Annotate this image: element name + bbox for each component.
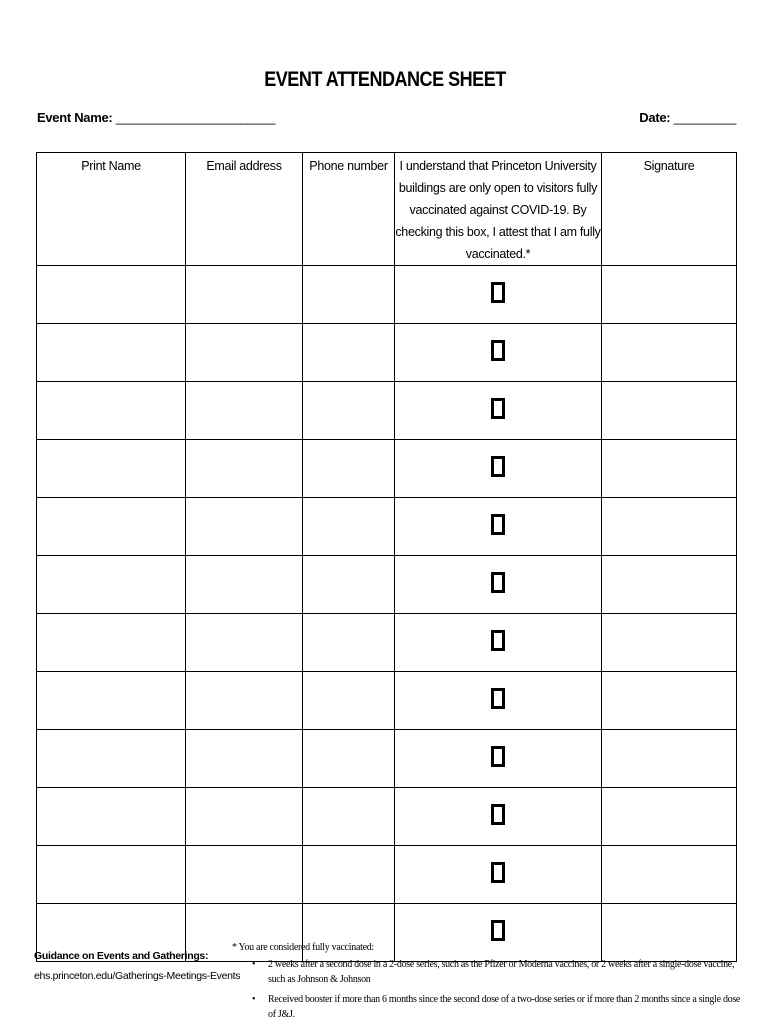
attestation-checkbox[interactable] xyxy=(491,398,505,419)
email-cell[interactable] xyxy=(186,382,303,440)
col-header-email: Email address xyxy=(186,153,303,266)
signature-cell[interactable] xyxy=(602,266,737,324)
email-cell[interactable] xyxy=(186,556,303,614)
vaccination-footnote xyxy=(232,940,742,1027)
table-row xyxy=(37,266,737,324)
footnote-item-text: 2 weeks after a second dose in a 2-dose series, such as the Pfizer or Moderna vaccines, or 2 weeks after a single-dose vaccine, such as Johnson & Johnson xyxy=(268,959,735,985)
phone-cell[interactable] xyxy=(303,730,395,788)
date-label: Date: xyxy=(639,110,671,125)
guidance-link[interactable]: ehs.princeton.edu/Gatherings-Meetings-Events xyxy=(34,970,241,982)
attestation-cell[interactable] xyxy=(395,614,602,672)
email-cell[interactable] xyxy=(186,266,303,324)
header-row xyxy=(37,153,737,266)
email-cell[interactable] xyxy=(186,730,303,788)
col-header-print-name: Print Name xyxy=(37,153,186,266)
email-cell[interactable] xyxy=(186,672,303,730)
attestation-cell[interactable] xyxy=(395,498,602,556)
email-cell[interactable] xyxy=(186,324,303,382)
email-cell[interactable] xyxy=(186,440,303,498)
attestation-cell[interactable] xyxy=(395,672,602,730)
attestation-cell[interactable] xyxy=(395,788,602,846)
print-name-cell[interactable] xyxy=(37,672,186,730)
phone-cell[interactable] xyxy=(303,324,395,382)
email-cell[interactable] xyxy=(186,788,303,846)
attestation-cell[interactable] xyxy=(395,266,602,324)
attestation-checkbox[interactable] xyxy=(491,920,505,941)
email-cell[interactable] xyxy=(186,846,303,904)
document-title: EVENT ATTENDANCE SHEET xyxy=(264,68,506,91)
print-name-cell[interactable] xyxy=(37,556,186,614)
footnote-item: • Received booster if more than 6 months since the second dose of a two-dose series or if more than 2 months since a single dose of J&J. xyxy=(252,994,741,1020)
print-name-cell[interactable] xyxy=(37,730,186,788)
signature-cell[interactable] xyxy=(602,440,737,498)
attendance-table xyxy=(36,152,737,962)
attestation-cell[interactable] xyxy=(395,324,602,382)
footnote-item: • 2 weeks after a second dose in a 2-dose series, such as the Pfizer or Moderna vaccines, or 2 weeks after a single-dose vaccine, such as Johnson & Johnson xyxy=(252,959,735,985)
signature-cell[interactable] xyxy=(602,730,737,788)
signature-cell[interactable] xyxy=(602,498,737,556)
attestation-cell[interactable] xyxy=(395,730,602,788)
attestation-checkbox[interactable] xyxy=(491,862,505,883)
phone-cell[interactable] xyxy=(303,788,395,846)
col-header-signature: Signature xyxy=(602,153,737,266)
col-header-vaccination-attestation: I understand that Princeton University buildings are only open to visitors fully vaccinated against COVID-19. By checking this box, I attest that I am fully vaccinated.* xyxy=(395,153,602,266)
table-row xyxy=(37,556,737,614)
table-row xyxy=(37,672,737,730)
phone-cell[interactable] xyxy=(303,614,395,672)
attestation-checkbox[interactable] xyxy=(491,746,505,767)
signature-cell[interactable] xyxy=(602,846,737,904)
attestation-cell[interactable] xyxy=(395,846,602,904)
print-name-cell[interactable] xyxy=(37,846,186,904)
print-name-cell[interactable] xyxy=(37,440,186,498)
guidance-heading: Guidance on Events and Gatherings: xyxy=(34,950,209,962)
attestation-checkbox[interactable] xyxy=(491,340,505,361)
signature-cell[interactable] xyxy=(602,382,737,440)
guidance-block xyxy=(34,946,240,986)
table-row xyxy=(37,846,737,904)
table-row xyxy=(37,382,737,440)
table-row xyxy=(37,788,737,846)
date-blank[interactable]: _________ xyxy=(673,110,736,125)
attestation-checkbox[interactable] xyxy=(491,456,505,477)
attestation-cell[interactable] xyxy=(395,440,602,498)
signature-cell[interactable] xyxy=(602,672,737,730)
event-name-label: Event Name: xyxy=(37,110,113,125)
print-name-cell[interactable] xyxy=(37,266,186,324)
signature-cell[interactable] xyxy=(602,556,737,614)
phone-cell[interactable] xyxy=(303,266,395,324)
event-name-field xyxy=(37,110,275,125)
email-cell[interactable] xyxy=(186,614,303,672)
print-name-cell[interactable] xyxy=(37,614,186,672)
table-row xyxy=(37,730,737,788)
attestation-cell[interactable] xyxy=(395,556,602,614)
email-cell[interactable] xyxy=(186,498,303,556)
phone-cell[interactable] xyxy=(303,846,395,904)
table-row xyxy=(37,614,737,672)
signature-cell[interactable] xyxy=(602,614,737,672)
phone-cell[interactable] xyxy=(303,382,395,440)
print-name-cell[interactable] xyxy=(37,382,186,440)
col-header-phone: Phone number xyxy=(303,153,395,266)
footnote-list xyxy=(232,957,742,1022)
print-name-cell[interactable] xyxy=(37,324,186,382)
phone-cell[interactable] xyxy=(303,672,395,730)
footnote-intro: * You are considered fully vaccinated: xyxy=(232,942,374,953)
attestation-checkbox[interactable] xyxy=(491,688,505,709)
table-row xyxy=(37,440,737,498)
attestation-cell[interactable] xyxy=(395,382,602,440)
attestation-checkbox[interactable] xyxy=(491,630,505,651)
attestation-checkbox[interactable] xyxy=(491,572,505,593)
footnote-item-text: Received booster if more than 6 months since the second dose of a two-dose series or if more than 2 months since a single dose of J&J. xyxy=(268,994,741,1020)
phone-cell[interactable] xyxy=(303,440,395,498)
phone-cell[interactable] xyxy=(303,556,395,614)
table-row xyxy=(37,324,737,382)
event-name-blank[interactable]: _______________________ xyxy=(115,110,276,125)
attestation-checkbox[interactable] xyxy=(491,804,505,825)
signature-cell[interactable] xyxy=(602,324,737,382)
print-name-cell[interactable] xyxy=(37,788,186,846)
phone-cell[interactable] xyxy=(303,498,395,556)
attestation-checkbox[interactable] xyxy=(491,282,505,303)
attestation-checkbox[interactable] xyxy=(491,514,505,535)
date-field xyxy=(639,110,736,125)
attendance-rows xyxy=(37,266,737,962)
table-row xyxy=(37,498,737,556)
signature-cell[interactable] xyxy=(602,788,737,846)
print-name-cell[interactable] xyxy=(37,498,186,556)
